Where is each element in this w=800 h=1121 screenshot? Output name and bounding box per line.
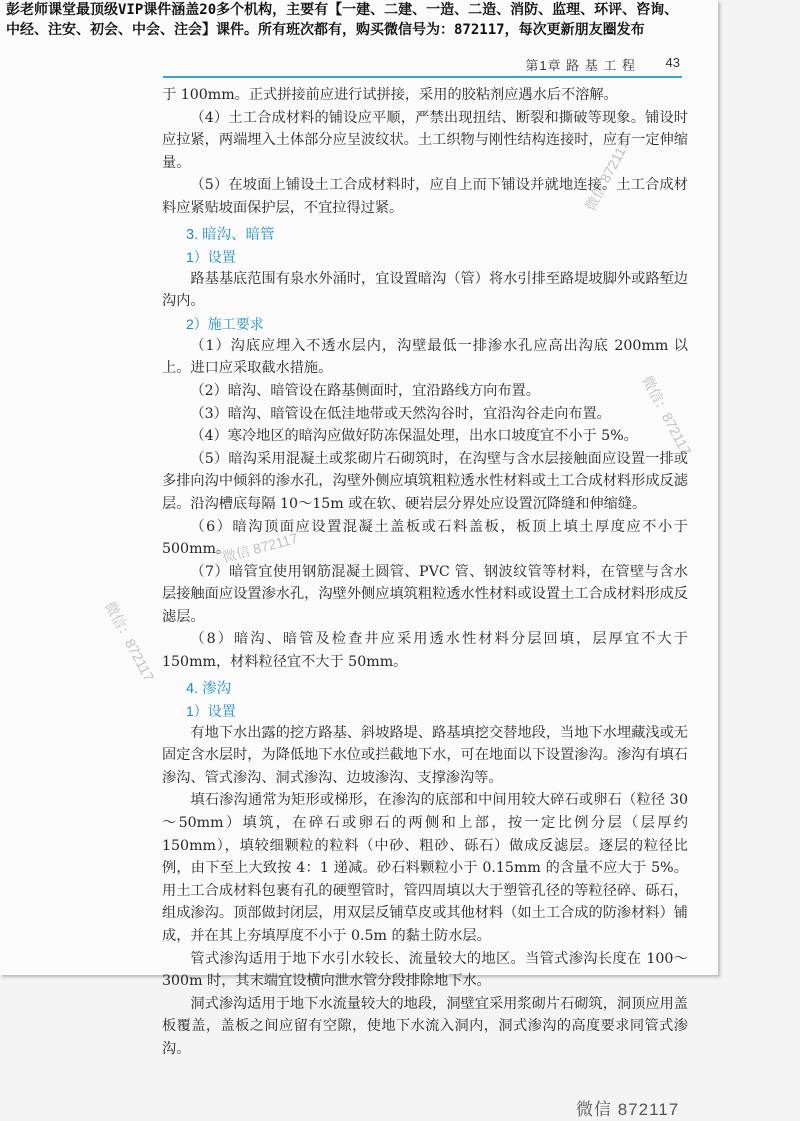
chapter-title: 第1章 路 基 工 程 bbox=[525, 58, 636, 73]
paragraph: （3）暗沟、暗管设在低洼地带或天然沟谷时，宜沿沟谷走向布置。 bbox=[190, 405, 611, 422]
footer-watermark: 微信 872117 bbox=[576, 1100, 680, 1119]
watermark: 微信：872117 bbox=[102, 598, 158, 684]
paragraph: 于 100mm。正式拼接前应进行试拼接，采用的胶粘剂应遇水后不溶解。 bbox=[162, 87, 618, 103]
paragraph: （4）寒冷地区的暗沟应做好防冻保温处理，出水口坡度宜不小于 5%。 bbox=[190, 428, 638, 445]
paragraph: （2）暗沟、暗管设在路基侧面时，宜沿路线方向布置。 bbox=[190, 382, 540, 399]
paragraph: （5）暗沟采用混凝土或浆砌片石砌筑时，在沟壁与含水层接触面应设置一排或多排向沟中倾斜的渗水孔，沟壁外侧应填筑粗粒透水性材料或土工合成材料形成反滤层。沿沟槽底每隔 10～15m 或在软、硬岩层分界处应设置沉降缝和伸缩缝。 bbox=[162, 450, 688, 512]
subsection-heading: 1）设置 bbox=[186, 248, 236, 265]
header-rule bbox=[163, 76, 682, 78]
paragraph: （8）暗沟、暗管及检查井应采用透水性材料分层回填，层厚宜不大于 150mm，材料粒径宜不大于 50mm。 bbox=[162, 631, 688, 671]
running-header bbox=[140, 51, 680, 73]
promo-banner-line: 彭老师课堂最顶级VIP课件涵盖20多个机构，主要有【一建、二建、一造、二造、消防、监理、环评、咨询、 bbox=[6, 2, 679, 18]
subsection-heading: 2）施工要求 bbox=[186, 315, 264, 332]
paragraph: 管式渗沟适用于地下水引水较长、流量较大的地区。当管式渗沟长度在 100～300m 时，其末端宜设横向泄水管分段排除地下水。 bbox=[162, 950, 688, 990]
section-heading: 3. 暗沟、暗管 bbox=[186, 226, 275, 243]
promo-banner bbox=[6, 0, 796, 40]
paragraph: 填石渗沟通常为矩形或梯形，在渗沟的底部和中间用较大碎石或卵石（粒径 30～50mm）填筑，在碎石或卵石的两侧和上部，按一定比例分层（层厚约 150mm），填较细颗粒的粒料（中砂、粗砂、砾石）做成反滤层。逐层的粒径比例，由下至上大致按 4：1 递减。砂石料颗粒小于 0.15mm 的含量不应大于 5%。用土工合成材料包裹有孔的硬塑管时，管四周填以大于塑管孔径的等粒径碎、砾石，组成渗沟。顶部做封闭层，用双层反铺草皮或其他材料（如土工合成的防渗材料）铺成，并在其上夯填厚度不小于 0.5m 的黏土防水层。 bbox=[162, 792, 688, 944]
paragraph: （4）土工合成材料的铺设应平顺，严禁出现扭结、断裂和撕破等现象。铺设时应拉紧，两端埋入土体部分应呈波纹状。土工织物与刚性结构连接时，应有一定伸缩量。 bbox=[162, 109, 688, 171]
watermark: 微信 872117 bbox=[581, 137, 633, 214]
paragraph: 路基基底范围有泉水外涌时，宜设置暗沟（管）将水引排至路堤坡脚外或路堑边沟内。 bbox=[162, 270, 688, 310]
paragraph: （6）暗沟顶面应设置混凝土盖板或石料盖板，板顶上填土厚度应不小于 500mm。 bbox=[162, 518, 688, 558]
body-text bbox=[162, 84, 688, 1061]
promo-banner-line: 中经、注安、初会、中会、注会】课件。所有班次都有，购买微信号为：872117，每次更新朋友圈发布 bbox=[6, 22, 645, 38]
watermark: 微信 872117 bbox=[220, 529, 300, 566]
paragraph: （7）暗管宜使用钢筋混凝土圆管、PVC 管、钢波纹管等材料，在管壁与含水层接触面应设置渗水孔，沟壁外侧应填筑粗粒透水性材料或设置土工合成材料形成反滤层。 bbox=[162, 563, 688, 625]
section-heading: 4. 渗沟 bbox=[186, 680, 232, 697]
paragraph: 有地下水出露的挖方路基、斜坡路堤、路基填挖交替地段，当地下水埋藏浅或无固定含水层时，为降低地下水位或拦截地下水，可在地面以下设置渗沟。渗沟有填石渗沟、管式渗沟、洞式渗沟、边坡渗沟、支撑渗沟等。 bbox=[162, 724, 688, 786]
paragraph: （1）沟底应埋入不透水层内，沟壁最低一排渗水孔应高出沟底 200mm 以上。进口应采取截水措施。 bbox=[162, 337, 688, 377]
watermark: 微信：872117 bbox=[639, 372, 695, 458]
paragraph: （5）在坡面上铺设土工合成材料时，应自上而下铺设并就地连接。土工合成材料应紧贴坡面保护层，不宜拉得过紧。 bbox=[162, 177, 688, 216]
page-number: 43 bbox=[665, 55, 680, 70]
subsection-heading: 1）设置 bbox=[186, 702, 236, 719]
paragraph: 洞式渗沟适用于地下水流量较大的地段，洞壁宜采用浆砌片石砌筑，洞顶应用盖板覆盖，盖板之间应留有空隙，使地下水流入洞内，洞式渗沟的高度要求同管式渗沟。 bbox=[162, 995, 688, 1057]
